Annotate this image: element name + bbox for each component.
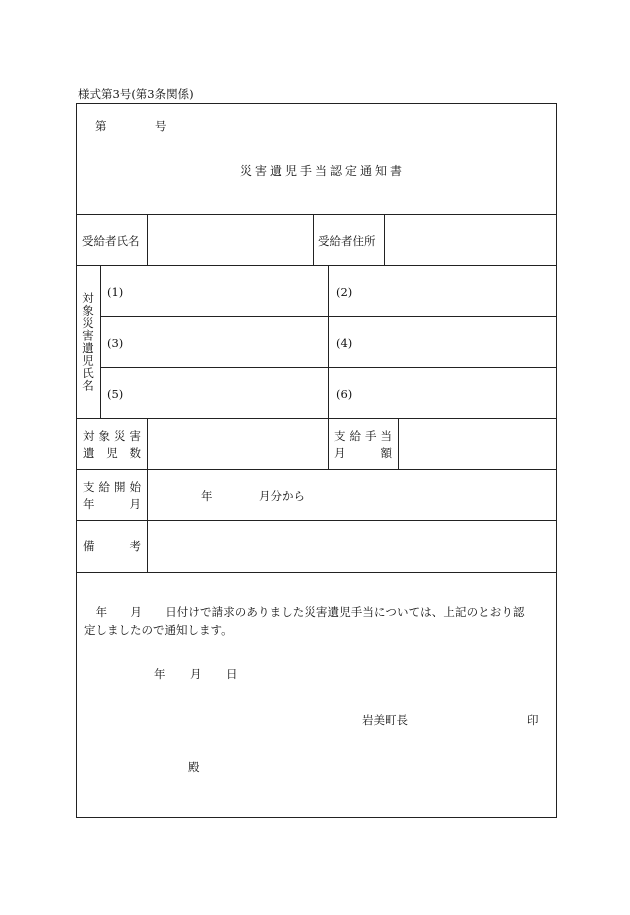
border-left: [76, 103, 77, 818]
body-line-1: 年 月 日付けで請求のありました災害遺児手当については、上記のとおり認: [84, 605, 525, 619]
child-slot-3: (3): [107, 336, 124, 350]
children-label: 対象災害遺児氏名: [81, 292, 95, 392]
remarks-label-char: 備: [83, 539, 95, 553]
amount-label-char: 月: [334, 446, 346, 460]
child-slot-6: (6): [336, 387, 353, 401]
count-label-line1: [83, 428, 141, 444]
child-field-1[interactable]: [101, 266, 328, 316]
count-label-char: 児: [106, 446, 118, 460]
document-title: 災害遺児手当認定通知書: [240, 164, 406, 178]
number-dai: 第: [95, 119, 107, 133]
border-right: [556, 103, 557, 818]
remarks-label: [83, 538, 141, 554]
child-field-2[interactable]: [329, 266, 556, 316]
start-field[interactable]: [148, 470, 556, 520]
count-field[interactable]: [148, 419, 328, 469]
issuer-name: 岩美町長: [362, 713, 408, 727]
start-label-char: 開: [114, 480, 126, 494]
start-label-line2: [83, 496, 141, 512]
remarks-label-char: 考: [129, 539, 141, 553]
count-label-char: 遺: [83, 446, 95, 460]
start-label-char: 月: [129, 497, 141, 511]
amount-label-char: 給: [349, 429, 361, 443]
start-label-char: 年: [83, 497, 95, 511]
start-label-line1: [83, 479, 141, 495]
count-label-line2: [83, 445, 141, 461]
rule-v-count-mid: [328, 418, 329, 470]
border-bottom: [76, 817, 557, 818]
child-slot-1: (1): [107, 285, 124, 299]
amount-label-char: 額: [380, 446, 392, 460]
amount-label-line1: [334, 428, 392, 444]
amount-label-char: 手: [365, 429, 377, 443]
count-label-char: 象: [98, 429, 110, 443]
form-label: 様式第3号(第3条関係): [78, 87, 194, 101]
count-label-char: 数: [129, 446, 141, 460]
amount-label-line2: [334, 445, 392, 461]
number-go: 号: [155, 119, 167, 133]
recipient-address-label: 受給者住所: [318, 234, 376, 248]
count-label-char: 対: [83, 429, 95, 443]
start-month-text: 月分から: [259, 489, 305, 503]
child-slot-4: (4): [336, 336, 353, 350]
rule-after-remarks: [76, 572, 557, 573]
child-slot-5: (5): [107, 387, 124, 401]
start-year-text: 年: [201, 489, 213, 503]
start-label-char: 給: [98, 480, 110, 494]
rule-v-recipient-mid: [313, 214, 314, 266]
child-field-3[interactable]: [101, 317, 328, 367]
child-field-5[interactable]: [101, 368, 328, 418]
amount-label-char: 支: [334, 429, 346, 443]
body-line-2: 定しましたので通知します。: [84, 623, 233, 637]
recipient-name-label: 受給者氏名: [82, 234, 140, 248]
date-day: 日: [226, 667, 238, 681]
count-label-char: 害: [129, 429, 141, 443]
amount-field[interactable]: [399, 419, 556, 469]
count-label-char: 災: [114, 429, 126, 443]
child-field-6[interactable]: [329, 368, 556, 418]
amount-label-char: 当: [380, 429, 392, 443]
child-field-4[interactable]: [329, 317, 556, 367]
border-top: [76, 103, 557, 104]
child-slot-2: (2): [336, 285, 353, 299]
addressee-suffix: 殿: [188, 760, 200, 774]
seal-mark: 印: [527, 713, 539, 727]
start-label-char: 始: [129, 480, 141, 494]
remarks-field[interactable]: [148, 521, 556, 572]
date-year: 年: [154, 667, 166, 681]
recipient-address-field[interactable]: [385, 215, 556, 265]
start-label-char: 支: [83, 480, 95, 494]
recipient-name-field[interactable]: [148, 215, 313, 265]
date-month: 月: [190, 667, 202, 681]
